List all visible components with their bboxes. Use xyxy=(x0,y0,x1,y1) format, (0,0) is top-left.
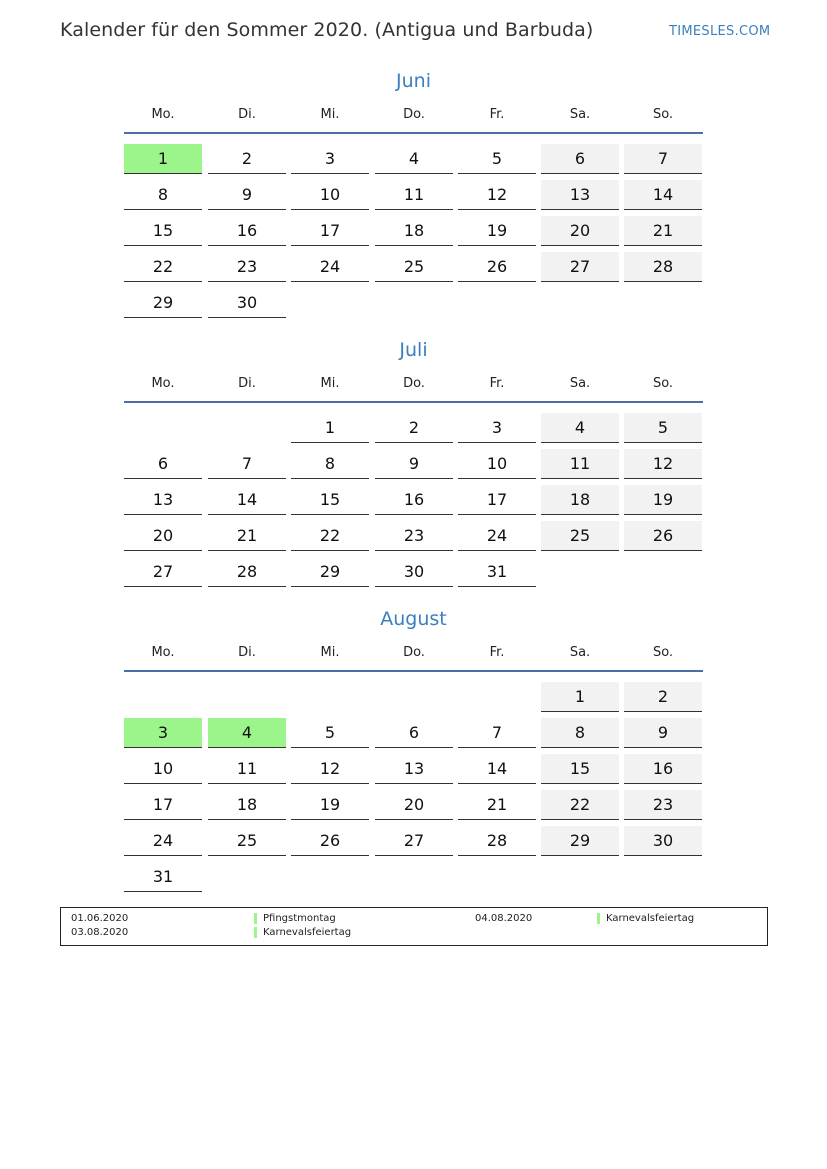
weekday-label: Fr. xyxy=(489,376,505,391)
weekday-label: Sa. xyxy=(569,376,591,391)
weekday-label: Mo. xyxy=(151,107,175,122)
day-cell: 28 xyxy=(458,826,536,856)
day-cell: 6 xyxy=(541,144,619,174)
day-cell: 22 xyxy=(124,252,202,282)
day-cell-holiday: 4 xyxy=(208,718,286,748)
day-cell: 25 xyxy=(208,826,286,856)
day-cell: 24 xyxy=(458,521,536,551)
weekday-label: Mi. xyxy=(320,645,340,660)
day-cell: 30 xyxy=(375,557,453,587)
day-cell: 7 xyxy=(458,718,536,748)
page-title: Kalender für den Sommer 2020. (Antigua und Barbuda) xyxy=(60,19,594,41)
day-cell: 2 xyxy=(375,413,453,443)
weekday-label: Mo. xyxy=(151,376,175,391)
day-cell: 6 xyxy=(124,449,202,479)
month-name: August xyxy=(380,608,447,630)
day-cell: 10 xyxy=(458,449,536,479)
day-cell: 16 xyxy=(208,216,286,246)
weekday-label: So. xyxy=(652,107,674,122)
day-cell: 20 xyxy=(124,521,202,551)
day-cell-holiday: 1 xyxy=(124,144,202,174)
holiday-legend xyxy=(60,907,768,946)
weekday-label: Fr. xyxy=(489,645,505,660)
day-cell: 19 xyxy=(624,485,702,515)
day-cell: 2 xyxy=(208,144,286,174)
weekday-label: Mo. xyxy=(151,645,175,660)
day-cell: 29 xyxy=(291,557,369,587)
day-cell: 19 xyxy=(458,216,536,246)
weekday-label: Do. xyxy=(403,645,425,660)
day-cell: 3 xyxy=(458,413,536,443)
day-cell: 15 xyxy=(541,754,619,784)
day-cell: 6 xyxy=(375,718,453,748)
day-cell: 31 xyxy=(124,862,202,892)
weekday-label: Do. xyxy=(403,376,425,391)
day-cell: 13 xyxy=(541,180,619,210)
day-cell: 7 xyxy=(208,449,286,479)
day-cell: 16 xyxy=(375,485,453,515)
legend-date: 03.08.2020 xyxy=(71,927,129,938)
weekday-header-row xyxy=(124,376,703,392)
day-cell: 11 xyxy=(375,180,453,210)
weekday-label: Mi. xyxy=(320,376,340,391)
day-cell: 22 xyxy=(291,521,369,551)
weekday-label: Sa. xyxy=(569,107,591,122)
day-cell: 26 xyxy=(624,521,702,551)
weekday-label: So. xyxy=(652,645,674,660)
day-cell: 27 xyxy=(375,826,453,856)
day-cell: 14 xyxy=(458,754,536,784)
day-cell: 27 xyxy=(124,557,202,587)
day-cell: 7 xyxy=(624,144,702,174)
day-cell: 5 xyxy=(291,718,369,748)
day-cell: 3 xyxy=(291,144,369,174)
month-name: Juni xyxy=(396,70,431,92)
day-cell: 29 xyxy=(541,826,619,856)
header-rule xyxy=(124,132,703,134)
day-cell: 21 xyxy=(458,790,536,820)
day-cell: 12 xyxy=(291,754,369,784)
weekday-header-row xyxy=(124,107,703,123)
day-cell: 25 xyxy=(541,521,619,551)
day-cell: 30 xyxy=(624,826,702,856)
weekday-label: Mi. xyxy=(320,107,340,122)
weekday-header-row xyxy=(124,645,703,661)
weekday-label: Di. xyxy=(238,645,256,660)
day-cell: 14 xyxy=(208,485,286,515)
header-rule xyxy=(124,670,703,672)
legend-holiday-name: Pfingstmontag xyxy=(254,913,336,924)
day-cell: 9 xyxy=(375,449,453,479)
day-cell: 4 xyxy=(541,413,619,443)
legend-date: 04.08.2020 xyxy=(475,913,533,924)
weekday-label: Di. xyxy=(238,376,256,391)
day-cell: 26 xyxy=(458,252,536,282)
weekday-label: Sa. xyxy=(569,645,591,660)
header-rule xyxy=(124,401,703,403)
day-cell: 17 xyxy=(458,485,536,515)
day-cell: 20 xyxy=(541,216,619,246)
legend-date: 01.06.2020 xyxy=(71,913,129,924)
day-cell: 26 xyxy=(291,826,369,856)
day-cell: 17 xyxy=(124,790,202,820)
day-cell: 13 xyxy=(124,485,202,515)
day-cell: 2 xyxy=(624,682,702,712)
day-cell: 18 xyxy=(541,485,619,515)
day-cell: 15 xyxy=(291,485,369,515)
day-cell: 17 xyxy=(291,216,369,246)
day-cell: 16 xyxy=(624,754,702,784)
day-cell: 5 xyxy=(624,413,702,443)
day-cell: 28 xyxy=(208,557,286,587)
day-cell: 27 xyxy=(541,252,619,282)
brand-link[interactable]: TIMESLES.COM xyxy=(669,24,771,39)
day-cell: 15 xyxy=(124,216,202,246)
day-cell: 20 xyxy=(375,790,453,820)
day-cell: 22 xyxy=(541,790,619,820)
day-cell: 9 xyxy=(208,180,286,210)
weekday-label: So. xyxy=(652,376,674,391)
day-cell: 1 xyxy=(291,413,369,443)
day-cell: 13 xyxy=(375,754,453,784)
day-cell: 24 xyxy=(124,826,202,856)
day-cell-holiday: 3 xyxy=(124,718,202,748)
legend-holiday-name: Karnevalsfeiertag xyxy=(597,913,694,924)
day-cell: 11 xyxy=(541,449,619,479)
day-cell: 1 xyxy=(541,682,619,712)
day-cell: 23 xyxy=(375,521,453,551)
day-cell: 23 xyxy=(624,790,702,820)
day-cell: 9 xyxy=(624,718,702,748)
day-cell: 8 xyxy=(124,180,202,210)
day-cell: 31 xyxy=(458,557,536,587)
weekday-label: Fr. xyxy=(489,107,505,122)
day-cell: 4 xyxy=(375,144,453,174)
day-cell: 19 xyxy=(291,790,369,820)
day-cell: 14 xyxy=(624,180,702,210)
day-cell: 29 xyxy=(124,288,202,318)
day-cell: 28 xyxy=(624,252,702,282)
day-cell: 18 xyxy=(208,790,286,820)
day-cell: 21 xyxy=(208,521,286,551)
day-cell: 12 xyxy=(458,180,536,210)
day-cell: 11 xyxy=(208,754,286,784)
weekday-label: Di. xyxy=(238,107,256,122)
day-cell: 10 xyxy=(124,754,202,784)
day-cell: 24 xyxy=(291,252,369,282)
day-cell: 8 xyxy=(541,718,619,748)
day-cell: 10 xyxy=(291,180,369,210)
day-cell: 23 xyxy=(208,252,286,282)
month-name: Juli xyxy=(399,339,428,361)
legend-holiday-name: Karnevalsfeiertag xyxy=(254,927,351,938)
weekday-label: Do. xyxy=(403,107,425,122)
day-cell: 21 xyxy=(624,216,702,246)
day-cell: 30 xyxy=(208,288,286,318)
day-cell: 8 xyxy=(291,449,369,479)
day-cell: 25 xyxy=(375,252,453,282)
day-cell: 12 xyxy=(624,449,702,479)
day-cell: 18 xyxy=(375,216,453,246)
day-cell: 5 xyxy=(458,144,536,174)
